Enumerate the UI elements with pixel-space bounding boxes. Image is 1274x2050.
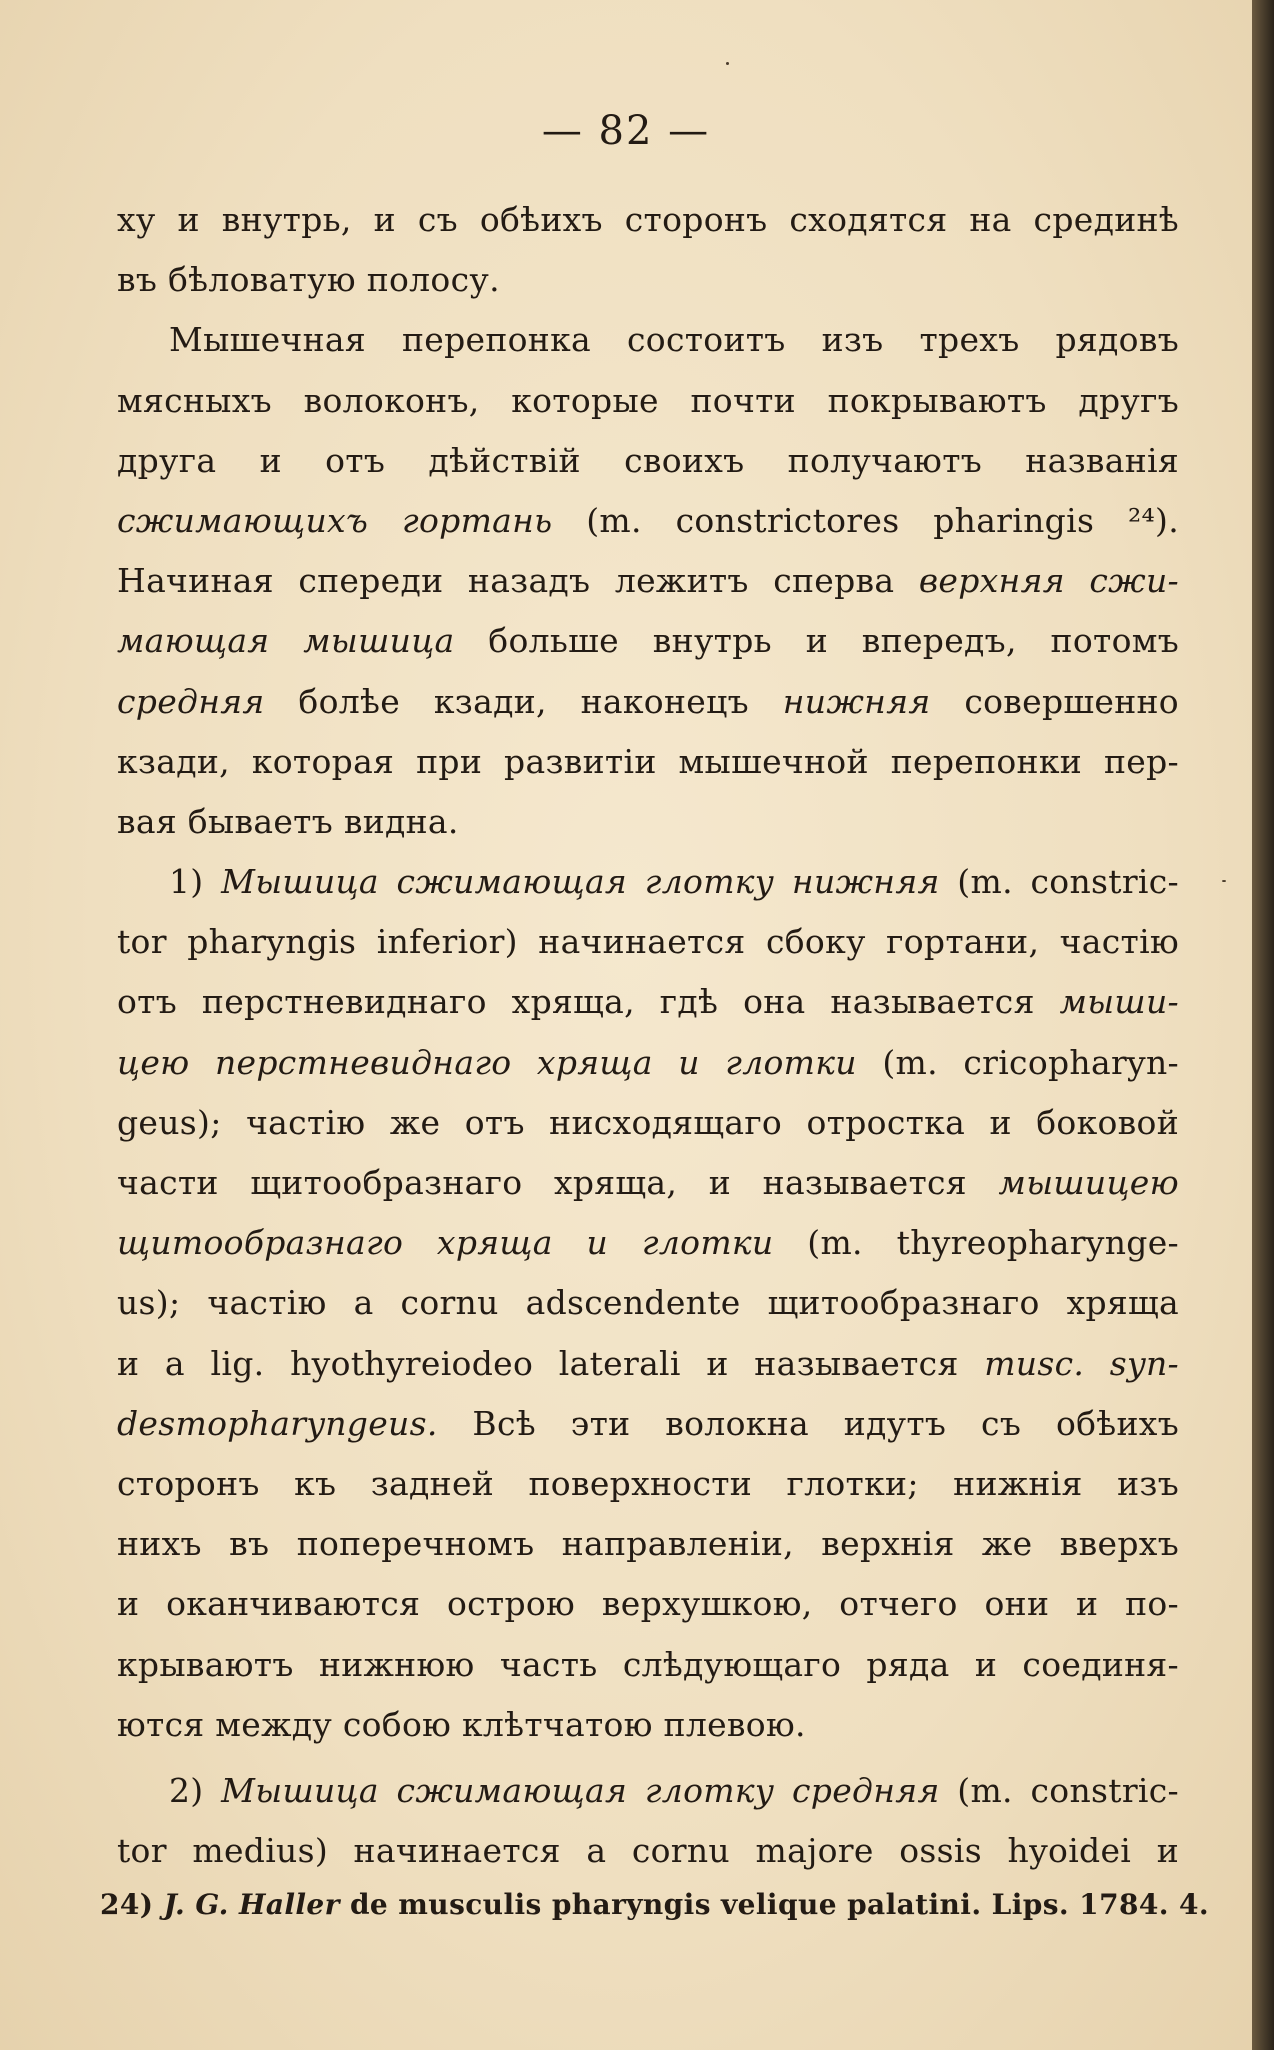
text-line — [117, 972, 1179, 1032]
paper-speck — [726, 62, 729, 65]
text-span: Начиная спереди назадъ лежитъ сперва — [117, 561, 919, 601]
page-edge-shadow — [1252, 0, 1274, 2050]
italic-term: Мышица сжимающая глотку нижняя — [221, 862, 940, 902]
text-line: geus); частію же отъ нисходящаго отростка и боковой — [117, 1102, 1179, 1142]
text-line: вая бываетъ видна. — [117, 801, 459, 841]
text-line: друга и отъ дѣйствій своихъ получаютъ названія — [117, 440, 1179, 480]
text-line: и оканчиваются острою верхушкою, отчего они и по- — [117, 1584, 1179, 1624]
text-span: и a lig. hyothyreiodeo laterali и называется — [117, 1343, 985, 1383]
italic-term: верхняя сжи- — [918, 561, 1179, 601]
footnote-number: 24) — [100, 1888, 154, 1921]
text-line: крываютъ нижнюю часть слѣдующаго ряда и соединя- — [117, 1644, 1179, 1684]
text-span: больше внутрь и впередъ, потомъ — [454, 621, 1180, 661]
text-span: (m. constric- — [939, 862, 1179, 902]
text-span: отъ перстневиднаго хряща, гдѣ она называется — [117, 982, 1060, 1022]
italic-term: мыши- — [1059, 982, 1179, 1022]
body-text — [117, 190, 1179, 1881]
text-span: 1) — [169, 862, 222, 902]
page-number: — 82 — — [541, 108, 711, 154]
text-line: ху и внутрь, и съ обѣихъ сторонъ сходятся на срединѣ — [117, 200, 1179, 239]
text-span: совершенно — [930, 681, 1179, 721]
text-line: кзади, которая при развитіи мышечной перепонки пер- — [117, 741, 1179, 781]
text-span: (m. constric- — [939, 1770, 1179, 1810]
italic-term: мышицею — [998, 1163, 1179, 1202]
text-line — [117, 491, 1179, 551]
text-line: tor pharyngis inferior) начинается сбоку гортани, частію — [117, 922, 1179, 962]
footnote — [100, 1888, 1210, 1921]
text-line: tor medius) начинается a cornu majore ossis hyoidei и — [117, 1831, 1179, 1871]
text-line — [117, 672, 1179, 732]
footnote-author: J. G. Haller — [163, 1888, 340, 1921]
paper-speck — [1222, 880, 1226, 882]
italic-term: щитообразнаго хряща и глотки — [117, 1223, 774, 1263]
text-line: сторонъ къ задней поверхности глотки; нижнія изъ — [117, 1463, 1179, 1503]
text-line — [117, 852, 1179, 912]
text-line — [117, 1761, 1179, 1821]
italic-term: средняя — [117, 681, 265, 721]
text-line: ются между собою клѣтчатою плевою. — [117, 1704, 806, 1744]
text-line: мясныхъ волоконъ, которые почти покрываютъ другъ — [117, 380, 1179, 420]
text-line: Мышечная перепонка состоитъ изъ трехъ рядовъ — [169, 320, 1179, 360]
text-line — [117, 1394, 1179, 1454]
text-line — [117, 1153, 1179, 1213]
italic-term: мающая мышица — [117, 621, 455, 661]
text-line: us); частію a cornu adscendente щитообразнаго хряща — [117, 1283, 1179, 1323]
text-line — [117, 1213, 1179, 1273]
text-span: (m. cricopharyn- — [856, 1042, 1179, 1082]
text-line — [117, 551, 1179, 611]
text-line — [117, 611, 1179, 671]
text-line — [117, 1334, 1179, 1394]
text-line: въ бѣловатую полосу. — [117, 260, 500, 300]
footnote-text: de musculis pharyngis velique palatini. Lips. 1784. 4. — [339, 1888, 1210, 1921]
text-span: (m. thyreopharynge- — [773, 1223, 1179, 1263]
text-span: болѣе кзади, наконецъ — [264, 681, 783, 721]
text-line: нихъ въ поперечномъ направленіи, верхнія же вверхъ — [117, 1524, 1179, 1564]
text-span: 2) — [169, 1770, 222, 1810]
italic-term: desmopharyngeus. — [117, 1403, 438, 1443]
text-span: (m. constrictores pharingis ²⁴). — [552, 500, 1179, 540]
italic-term: musc. syn- — [984, 1343, 1179, 1383]
italic-term: Мышица сжимающая глотку средняя — [221, 1770, 940, 1810]
italic-term: сжимающихъ гортань — [117, 500, 553, 540]
italic-term: цею перстневиднаго хряща и глотки — [117, 1042, 857, 1082]
italic-term: нижняя — [782, 681, 931, 721]
text-line — [117, 1033, 1179, 1093]
text-span: Всѣ эти волокна идутъ съ обѣихъ — [437, 1403, 1179, 1443]
text-span: части щитообразнаго хряща, и называется — [117, 1163, 999, 1202]
